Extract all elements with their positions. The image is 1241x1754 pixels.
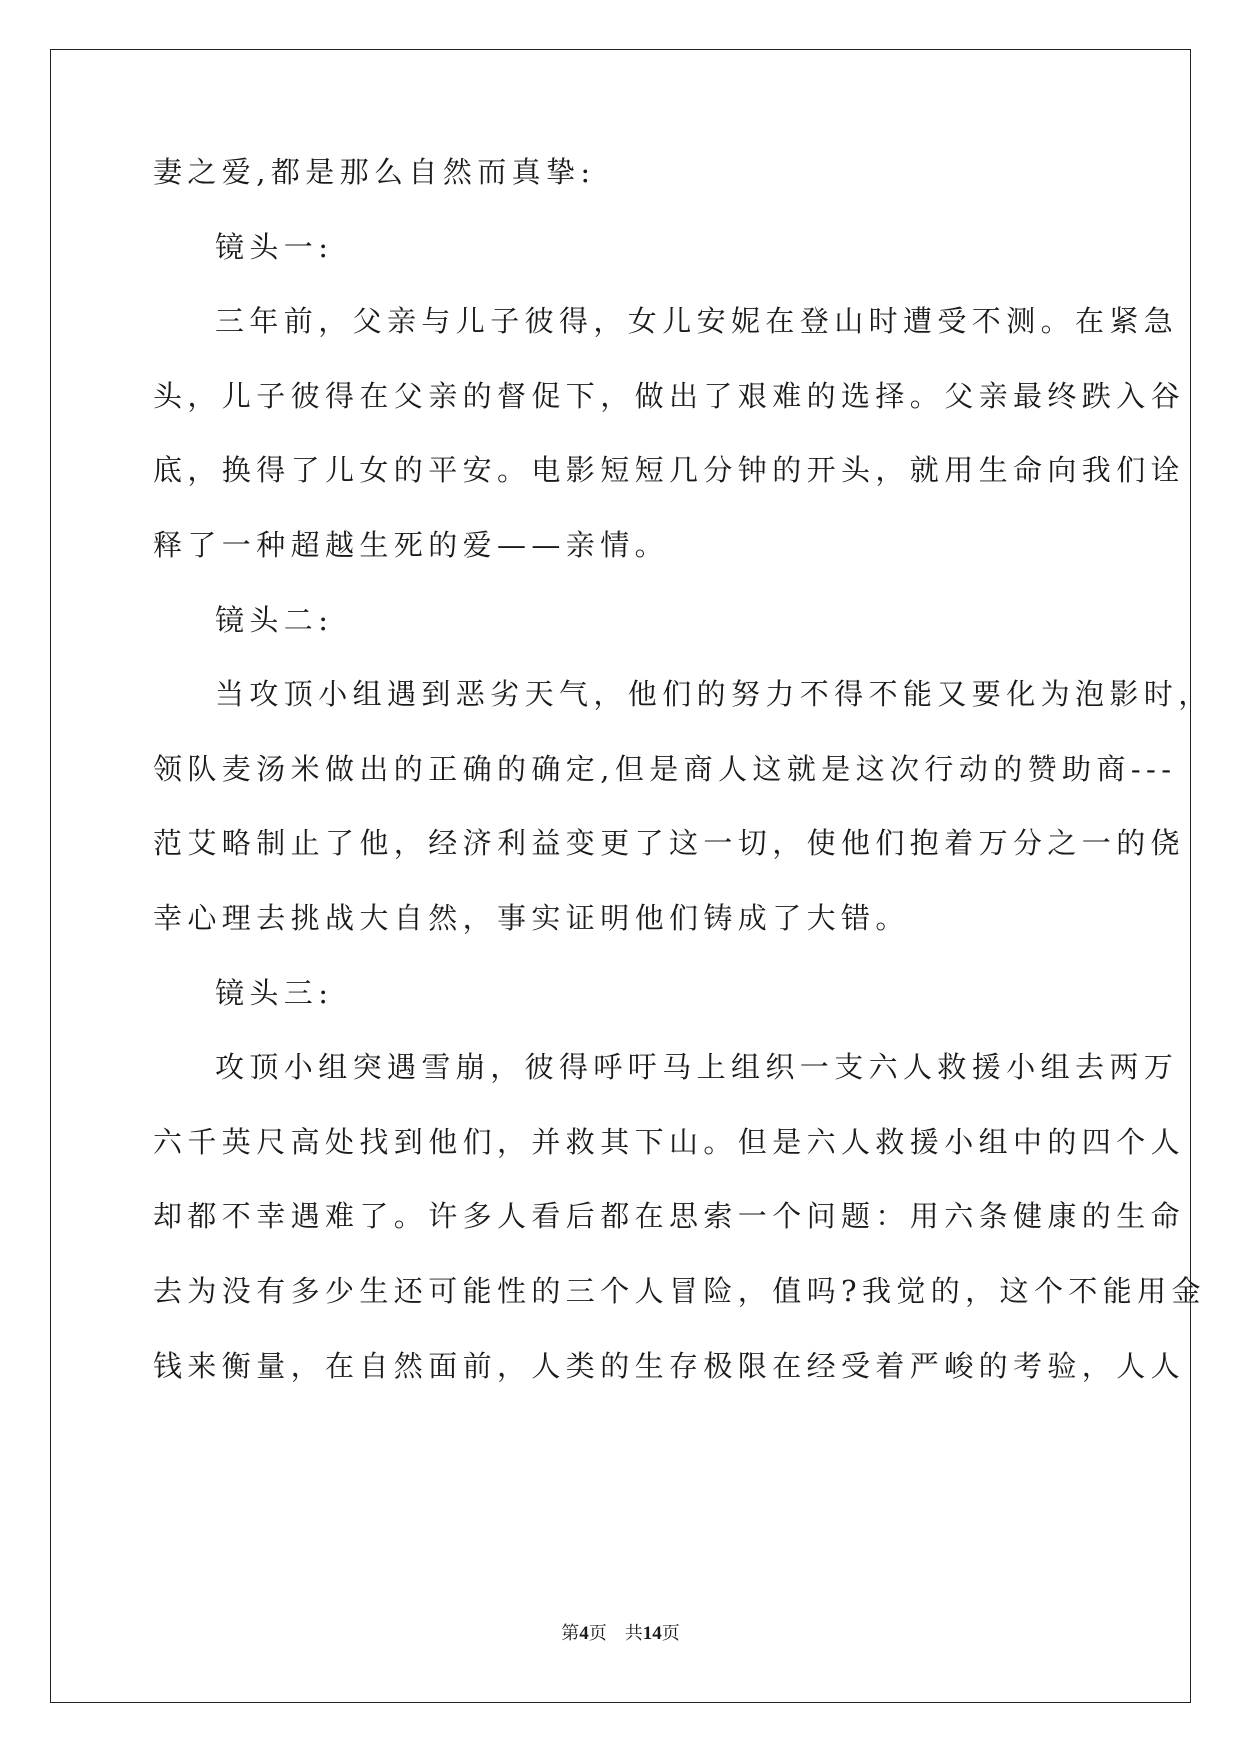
text-line: 释了一种超越生死的爱——亲情。 (153, 528, 670, 562)
section-heading: 镜头二: (215, 603, 334, 637)
total-pages: 14 (642, 1623, 662, 1644)
current-page: 4 (579, 1623, 589, 1644)
text-line: 钱来衡量，在自然面前，人类的生存极限在经受着严峻的考验，人人 (153, 1349, 1186, 1383)
text-line: 幸心理去挑战大自然，事实证明他们铸成了大错。 (153, 901, 910, 935)
page-number-label: 第4页 (561, 1623, 607, 1644)
text-line: 却都不幸遇难了。许多人看后都在思索一个问题：用六条健康的生命 (153, 1199, 1186, 1233)
text-line: 三年前，父亲与儿子彼得，女儿安妮在登山时遭受不测。在紧急 (215, 304, 1179, 338)
text-line: 攻顶小组突遇雪崩，彼得呼吁马上组织一支六人救援小组去两万 (215, 1050, 1179, 1084)
text-line: 底，换得了儿女的平安。电影短短几分钟的开头，就用生命向我们诠 (153, 453, 1186, 487)
text-line: 妻之爱,都是那么自然而真挚: (153, 155, 596, 189)
page-border (50, 49, 1191, 1703)
text-line: 领队麦汤米做出的正确的确定,但是商人这就是这次行动的赞助商--- (153, 752, 1177, 786)
text-line: 当攻顶小组遇到恶劣天气，他们的努力不得不能又要化为泡影时， (215, 677, 1213, 711)
text-line: 头，儿子彼得在父亲的督促下，做出了艰难的选择。父亲最终跌入谷 (153, 379, 1186, 413)
section-heading: 镜头一: (215, 230, 334, 264)
text-line: 去为没有多少生还可能性的三个人冒险，值吗?我觉的，这个不能用金 (153, 1274, 1206, 1308)
text-line: 范艾略制止了他，经济利益变更了这一切，使他们抱着万分之一的侥 (153, 826, 1186, 860)
section-heading: 镜头三: (215, 976, 334, 1010)
text-line: 六千英尺高处找到他们，并救其下山。但是六人救援小组中的四个人 (153, 1125, 1186, 1159)
page-footer (0, 1619, 1241, 1645)
total-pages-label: 共14页 (624, 1623, 680, 1644)
